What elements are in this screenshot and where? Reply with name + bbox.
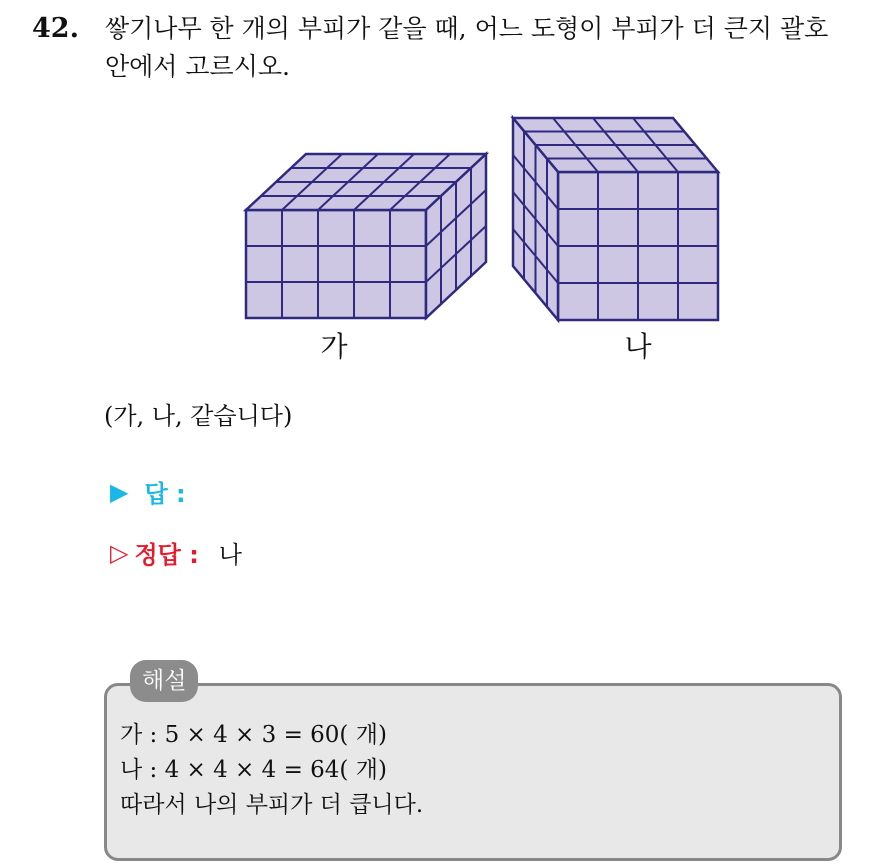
question-number: 42.: [32, 13, 79, 44]
shape-a-label: 가: [320, 330, 348, 363]
explanation-line-1: 가 : 5 × 4 × 3 = 60( 개): [120, 722, 387, 748]
answer-label: 답 :: [144, 480, 186, 508]
explanation-line-3: 따라서 나의 부피가 더 큽니다.: [120, 792, 424, 818]
choices: (가, 나, 같습니다): [104, 402, 293, 430]
explanation-text: [120, 718, 423, 823]
cube-figure: [236, 110, 736, 370]
explanation-line-2: 나 : 4 × 4 × 4 = 64( 개): [120, 757, 387, 783]
outline-triangle-icon: ▷: [110, 538, 129, 567]
question-text: [105, 10, 875, 86]
answer-row: [110, 474, 186, 509]
question-line-1: 쌓기나무 한 개의 부피가 같을 때, 어느 도형이 부피가 더 큰지 괄호: [105, 14, 829, 43]
shape-a: [246, 154, 486, 318]
shape-b-label: 나: [624, 330, 652, 363]
correct-answer-value: 나: [218, 541, 242, 569]
play-triangle-icon: ▶: [110, 477, 129, 506]
correct-answer-row: [110, 535, 242, 570]
correct-answer-label: 정답 :: [134, 541, 199, 569]
question-line-2: 안에서 고르시오.: [105, 52, 290, 81]
explanation-tag: 해설: [130, 660, 198, 702]
shape-b: [513, 118, 718, 320]
